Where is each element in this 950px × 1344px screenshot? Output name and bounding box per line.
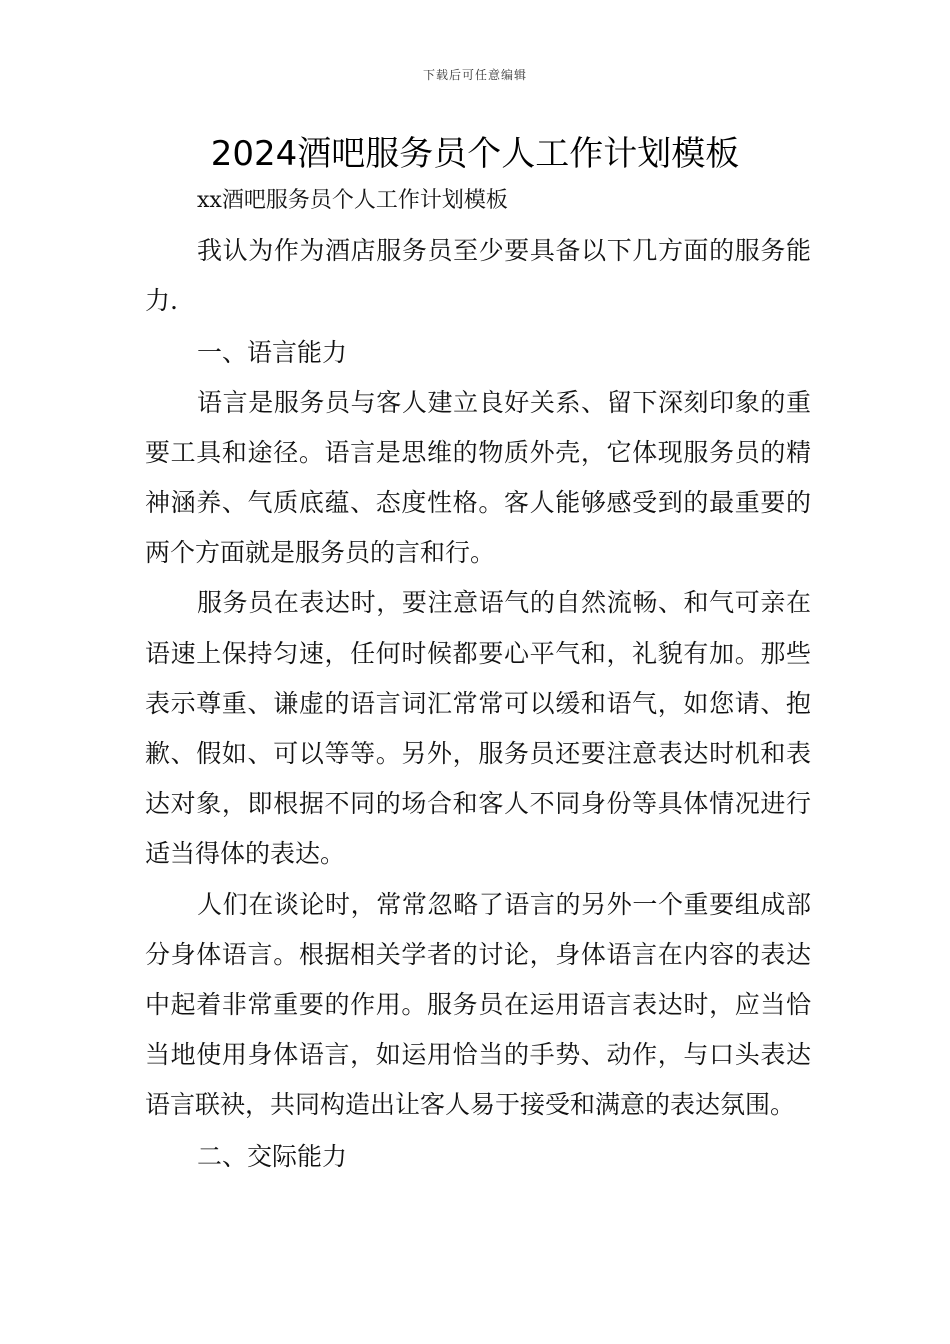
section-heading-social: 二、交际能力 (197, 1141, 348, 1171)
section-heading-language: 一、语言能力 (197, 337, 348, 367)
document-body (145, 176, 811, 1182)
paragraph-language-1: 语言是服务员与客人建立良好关系、留下深刻印象的重要工具和途径。语言是思维的物质外壳，它体现服务员的精神涵养、气质底蕴、态度性格。客人能够感受到的最重要的两个方面就是服务员的言和行。 (145, 387, 811, 568)
paragraph-body-language: 人们在谈论时，常常忽略了语言的另外一个重要组成部分身体语言。根据相关学者的讨论，身体语言在内容的表达中起着非常重要的作用。服务员在运用语言表达时，应当恰当地使用身体语言，如运用恰当的手势、动作，与口头表达语言联袂，共同构造出让客人易于接受和满意的表达氛围。 (145, 889, 811, 1120)
paragraph-language-2: 服务员在表达时，要注意语气的自然流畅、和气可亲在语速上保持匀速，任何时候都要心平气和，礼貌有加。那些表示尊重、谦虚的语言词汇常常可以缓和语气，如您请、抱歉、假如、可以等等。另外，服务员还要注意表达时机和表达对象，即根据不同的场合和客人不同身份等具体情况进行适当得体的表达。 (145, 588, 811, 869)
document-title: 2024酒吧服务员个人工作计划模板 (210, 134, 740, 174)
header-note: 下载后可任意编辑 (422, 68, 527, 82)
document-subtitle: xx酒吧服务员个人工作计划模板 (197, 188, 508, 213)
paragraph-intro: 我认为作为酒店服务员至少要具备以下几方面的服务能力. (145, 236, 811, 316)
